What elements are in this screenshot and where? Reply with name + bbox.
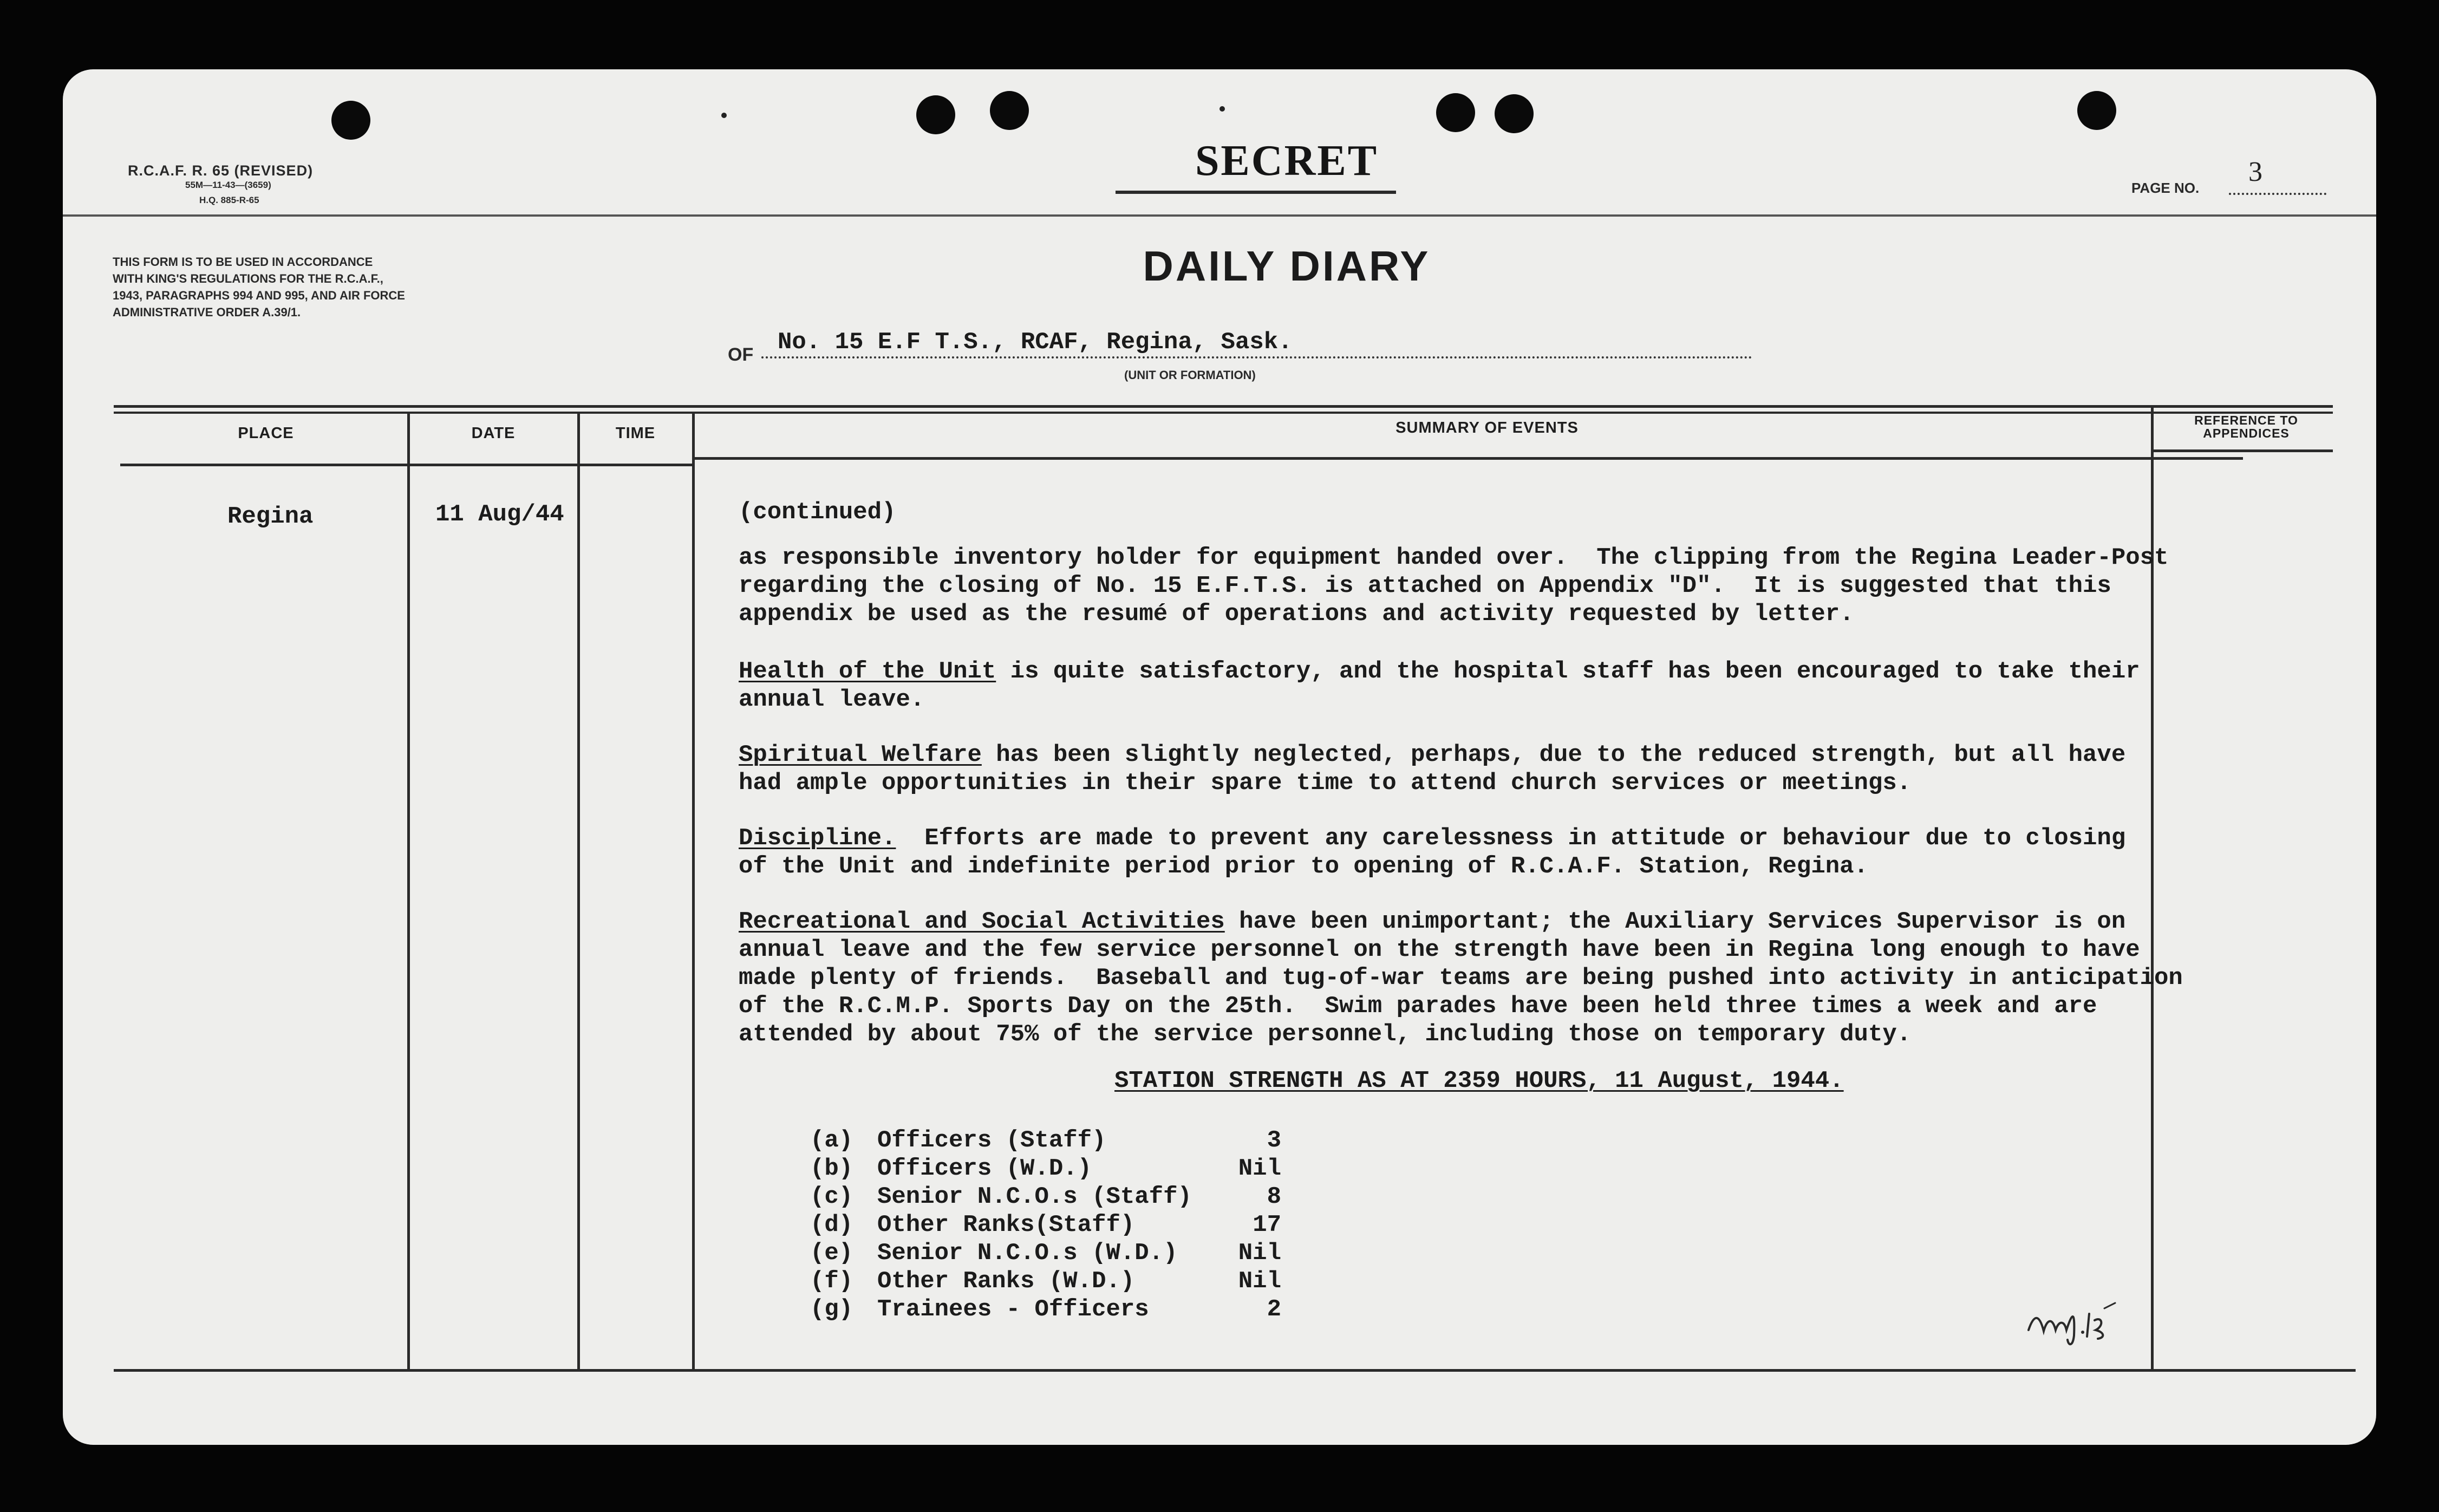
entry-date: 11 Aug/44 <box>435 501 564 528</box>
page-number: 3 <box>2248 157 2262 187</box>
page-title: DAILY DIARY <box>1143 242 1431 290</box>
strength-label: Other Ranks (W.D.) <box>877 1268 1135 1295</box>
strength-value: 2 <box>1267 1296 1281 1323</box>
column-header-reference <box>2160 414 2333 440</box>
column-divider <box>692 412 695 1370</box>
punch-hole <box>331 101 370 140</box>
form-number: R.C.A.F. R. 65 (REVISED) <box>128 162 314 179</box>
unit-name: No. 15 E.F T.S., RCAF, Regina, Sask. <box>778 329 1293 356</box>
text-line: have been unimportant; the Auxiliary Services Supervisor is on <box>1224 908 2126 935</box>
punch-hole <box>1436 93 1475 132</box>
text-line: of the R.C.M.P. Sports Day on the 25th. Swim parades have been held three times a week and are <box>739 993 2097 1020</box>
health-heading: Health of the Unit <box>739 658 996 685</box>
strength-value: Nil <box>1238 1240 1281 1267</box>
strength-row <box>810 1211 1460 1239</box>
handwritten-initials <box>2023 1292 2131 1352</box>
paragraph-recreation <box>739 908 2183 1048</box>
reference-line: APPENDICES <box>2203 426 2290 440</box>
paragraph-discipline <box>739 824 2125 881</box>
strength-heading-text: STATION STRENGTH AS AT 2359 HOURS, 11 August, 1944. <box>1114 1067 1844 1094</box>
text-line: had ample opportunities in their spare time to attend church services or meetings. <box>739 770 1912 797</box>
text-line: annual leave. <box>739 686 925 713</box>
punch-hole <box>2077 91 2116 130</box>
strength-list <box>810 1126 1460 1324</box>
table-top-rule-2 <box>114 412 2333 414</box>
strength-key: (a) <box>810 1127 853 1154</box>
hq-code: H.Q. 885-R-65 <box>199 195 259 205</box>
unit-caption: (UNIT OR FORMATION) <box>1124 368 1256 382</box>
page-number-line <box>2229 193 2326 195</box>
unit-dotted-line <box>761 356 1752 359</box>
classification-stamp: SECRET <box>1195 137 1379 185</box>
strength-label: Senior N.C.O.s (W.D.) <box>877 1240 1178 1267</box>
text-line: is quite satisfactory, and the hospital staff has been encouraged to take their <box>996 658 2140 685</box>
instruction-line: ADMINISTRATIVE ORDER A.39/1. <box>113 305 301 319</box>
text-line: attended by about 75% of the service personnel, including those on temporary duty. <box>739 1021 1912 1048</box>
strength-row <box>810 1183 1460 1211</box>
recreation-heading: Recreational and Social Activities <box>739 908 1225 935</box>
spiritual-heading: Spiritual Welfare <box>739 741 982 768</box>
page-label: PAGE NO. <box>2131 180 2200 196</box>
text-line: has been slightly neglected, perhaps, due to the reduced strength, but all have <box>981 741 2126 768</box>
strength-key: (d) <box>810 1211 853 1239</box>
strength-key: (g) <box>810 1296 853 1323</box>
column-divider <box>577 412 580 1370</box>
table-header-rule <box>694 457 2243 460</box>
strength-label: Trainees - Officers <box>877 1296 1149 1323</box>
strength-heading <box>1114 1067 1844 1095</box>
strength-key: (f) <box>810 1268 853 1295</box>
of-label: OF <box>728 344 754 365</box>
column-header-place: PLACE <box>238 425 294 442</box>
text-line: made plenty of friends. Baseball and tug-of-war teams are being pushed into activity in anticipation <box>739 964 2183 992</box>
strength-value: Nil <box>1238 1155 1281 1182</box>
text-line: as responsible inventory holder for equipment handed over. The clipping from the Regina Leader-Post <box>739 544 2169 571</box>
entry-place: Regina <box>227 503 314 530</box>
punch-hole <box>916 95 955 134</box>
table-header-rule <box>2153 449 2333 452</box>
strength-key: (c) <box>810 1183 853 1210</box>
classification-underline <box>1116 191 1396 194</box>
table-bottom-rule <box>114 1369 2356 1372</box>
text-line: of the Unit and indefinite period prior to opening of R.C.A.F. Station, Regina. <box>739 853 1868 880</box>
strength-label: Officers (W.D.) <box>877 1155 1092 1182</box>
punch-hole <box>990 91 1029 130</box>
paragraph-spiritual <box>739 741 2125 797</box>
column-divider <box>407 412 410 1370</box>
text-line: Efforts are made to prevent any carelessness in attitude or behaviour due to closing <box>896 825 2126 852</box>
strength-row <box>810 1239 1460 1267</box>
dust-speck <box>721 113 727 118</box>
continued-note: (continued) <box>739 499 896 526</box>
instruction-line: THIS FORM IS TO BE USED IN ACCORDANCE <box>113 255 373 269</box>
strength-value: 8 <box>1267 1183 1281 1210</box>
print-code: 55M—11-43—(3659) <box>185 180 271 190</box>
text-line: regarding the closing of No. 15 E.F.T.S. is attached on Appendix "D". It is suggested that this <box>739 572 2111 599</box>
strength-value: 17 <box>1253 1211 1281 1239</box>
form-instructions <box>113 253 405 321</box>
table-top-rule <box>114 405 2333 408</box>
header-rule <box>63 214 2376 217</box>
strength-value: Nil <box>1238 1268 1281 1295</box>
instruction-line: WITH KING'S REGULATIONS FOR THE R.C.A.F., <box>113 272 383 285</box>
dust-speck <box>1220 106 1225 112</box>
strength-label: Officers (Staff) <box>877 1127 1106 1154</box>
strength-key: (b) <box>810 1155 853 1182</box>
instruction-line: 1943, PARAGRAPHS 994 AND 995, AND AIR FORCE <box>113 289 405 302</box>
strength-row <box>810 1295 1460 1324</box>
punch-hole <box>1495 94 1534 133</box>
strength-label: Other Ranks(Staff) <box>877 1211 1135 1239</box>
reference-line: REFERENCE TO <box>2194 413 2298 427</box>
strength-row <box>810 1267 1460 1295</box>
diary-sheet <box>63 69 2376 1445</box>
strength-row <box>810 1126 1460 1155</box>
strength-row <box>810 1155 1460 1183</box>
strength-key: (e) <box>810 1240 853 1267</box>
column-header-date: DATE <box>471 425 516 442</box>
paragraph-inventory <box>739 544 2168 628</box>
discipline-heading: Discipline. <box>739 825 896 852</box>
strength-label: Senior N.C.O.s (Staff) <box>877 1183 1192 1210</box>
paragraph-health <box>739 657 2140 714</box>
text-line: appendix be used as the resumé of operations and activity requested by letter. <box>739 601 1854 628</box>
text-line: annual leave and the few service personnel on the strength have been in Regina long enough to have <box>739 936 2140 963</box>
column-header-time: TIME <box>615 425 656 442</box>
strength-value: 3 <box>1267 1127 1281 1154</box>
column-header-summary: SUMMARY OF EVENTS <box>1395 419 1579 436</box>
